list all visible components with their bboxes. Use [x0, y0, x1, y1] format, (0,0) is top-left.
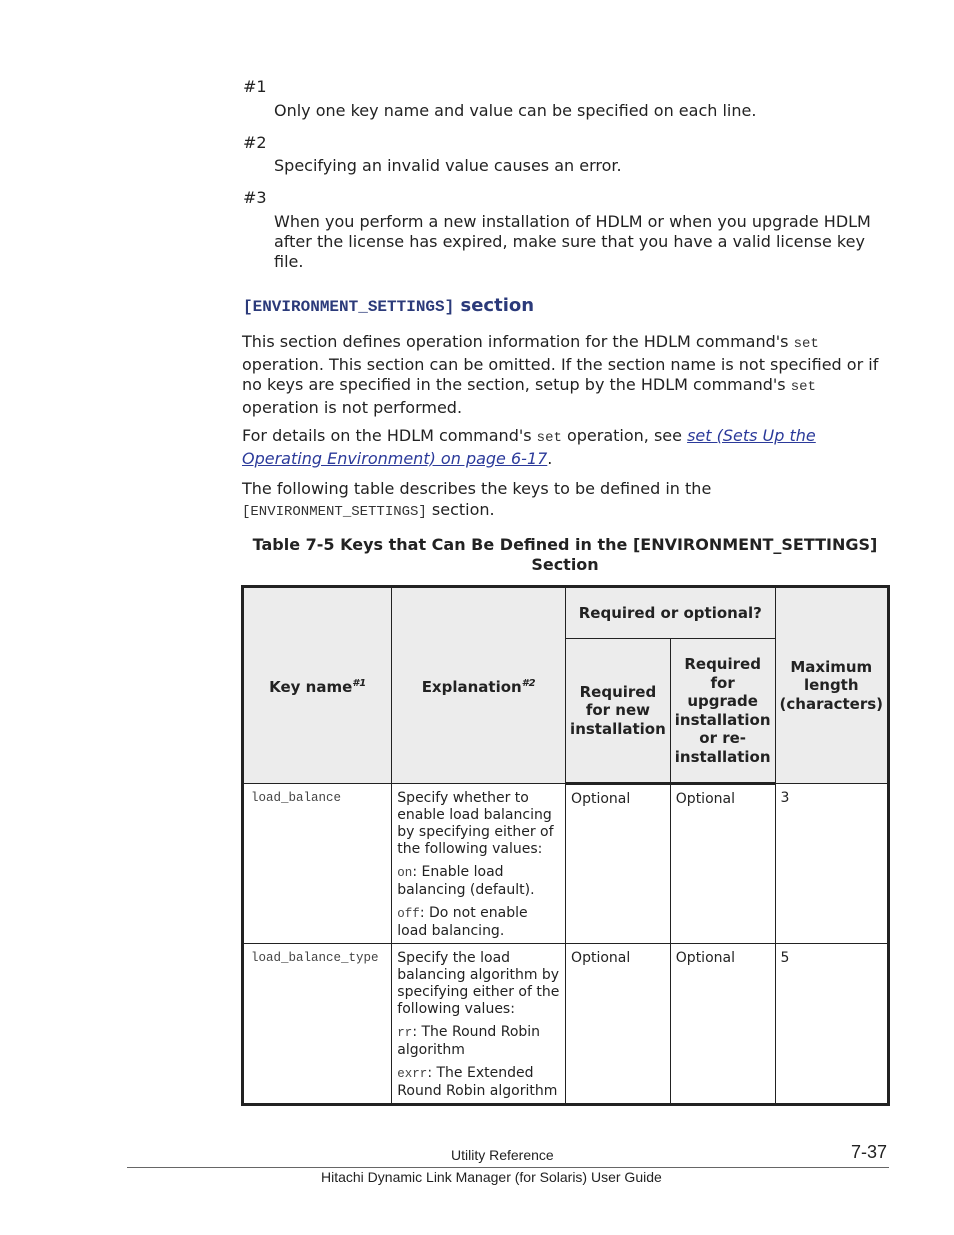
note-number: #3 [243, 188, 267, 207]
inline-code: [ENVIRONMENT_SETTINGS] [242, 503, 427, 520]
page-number: 7-37 [851, 1142, 888, 1162]
max-length-cell: 5 [775, 944, 888, 1105]
text-run: The following table describes the keys to be defined in the [242, 479, 712, 498]
key-name-cell: load_balance_type [243, 944, 392, 1105]
text-run: For details on the HDLM command's [242, 426, 537, 445]
explanation-cell [392, 784, 566, 944]
option-text: : The Round Robin algorithm [397, 1024, 541, 1058]
header-label: Key name [269, 677, 353, 696]
header-key-name [243, 587, 392, 784]
option-code: off [397, 907, 420, 921]
inline-code: set [536, 430, 562, 446]
text-run: This section defines operation information for the HDLM command's [242, 332, 794, 351]
required-new-cell: Optional [566, 784, 671, 944]
note-text: When you perform a new installation of HDLM or when you upgrade HDLM after the license has expired, make sure that you have a valid license key file. [274, 212, 871, 271]
inline-code: set [793, 336, 819, 352]
section-heading-code: [ENVIRONMENT_SETTINGS] [243, 298, 455, 316]
header-required-or-optional: Required or optional? [566, 587, 775, 639]
header-required-upgrade: Required for upgrade installation or re-installation [670, 639, 775, 784]
keys-table [241, 585, 890, 1106]
explanation-cell [392, 944, 566, 1105]
table-intro [242, 479, 892, 522]
max-length-cell: 3 [775, 784, 888, 944]
section-description [242, 332, 892, 418]
option-code: exrr [397, 1067, 428, 1081]
footer-document-title: Hitachi Dynamic Link Manager (for Solaris) User Guide [321, 1169, 662, 1185]
text-run: operation. This section can be omitted. If the section name is not specified or if no keys are specified in the section, setup by the HDLM command's [242, 354, 879, 394]
option-text: : The Extended Round Robin algorithm [397, 1065, 558, 1099]
note-text: Only one key name and value can be specified on each line. [274, 101, 757, 120]
option-code: on [397, 866, 413, 880]
required-upgrade-cell: Optional [670, 944, 775, 1105]
footnote-ref: #2 [521, 677, 536, 689]
value-option [397, 864, 560, 899]
header-max-length: Maximum length (characters) [775, 587, 888, 784]
note-number: #1 [243, 77, 267, 96]
footnote-ref: #1 [352, 677, 367, 689]
value-option [397, 1065, 560, 1100]
required-upgrade-cell: Optional [670, 784, 775, 944]
table-row [243, 784, 889, 944]
value-option [397, 1024, 560, 1059]
text-run: operation is not performed. [242, 397, 463, 417]
note-number: #2 [243, 133, 267, 152]
table-row [243, 944, 889, 1105]
required-new-cell: Optional [566, 944, 671, 1105]
details-reference [242, 426, 892, 469]
table-caption: Table 7-5 Keys that Can Be Defined in the [ENVIRONMENT_SETTINGS] Section [252, 535, 878, 574]
set-command-link[interactable]: set (Sets Up the Operating Environment) on page 6-17 [242, 426, 816, 468]
option-text: : Do not enable load balancing. [397, 905, 528, 939]
header-required-new: Required for new installation [566, 639, 671, 784]
text-run: operation, see [561, 426, 688, 445]
explanation-intro: Specify whether to enable load balancing by specifying either of the following values: [397, 790, 554, 857]
header-label: Explanation [421, 677, 522, 696]
header-explanation [392, 587, 566, 784]
section-heading [243, 295, 534, 316]
footer-divider [127, 1167, 889, 1168]
text-run: section. [426, 499, 495, 519]
note-text: Specifying an invalid value causes an error. [274, 156, 622, 175]
inline-code: set [790, 379, 816, 395]
key-name-cell: load_balance [243, 784, 392, 944]
option-text: : Enable load balancing (default). [397, 864, 535, 898]
text-run: . [547, 448, 553, 468]
explanation-intro: Specify the load balancing algorithm by specifying either of the following values: [397, 950, 560, 1017]
option-code: rr [397, 1026, 413, 1040]
section-heading-word: section [454, 295, 535, 316]
footer-section-title: Utility Reference [451, 1147, 554, 1163]
value-option [397, 905, 560, 940]
